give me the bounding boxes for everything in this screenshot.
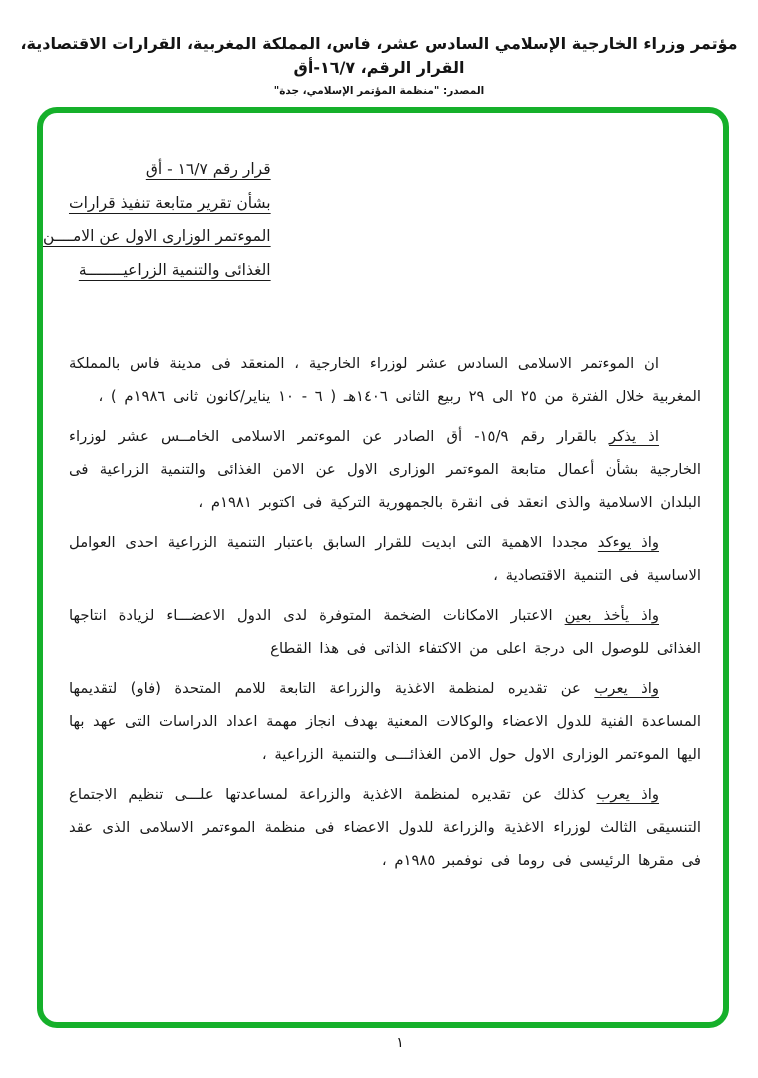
paragraph-text: مجددا الاهمية التى ابديت للقرار السابق باعتبار التنمية الزراعية احدى العوامل الاساسية فى التنمية الاقتصادية ، bbox=[69, 534, 701, 584]
paragraph-lead-underlined: اذ يذكر bbox=[609, 428, 660, 445]
document-source-line: المصدر: "منظمة المؤتمر الإسلامي، جدة" bbox=[273, 85, 485, 97]
paragraph-lead-underlined: واذ يعرب bbox=[594, 680, 659, 697]
resolution-body bbox=[69, 347, 701, 877]
title-line: الغذائى والتنمية الزراعيــــــــة bbox=[78, 260, 271, 279]
title-line: بشأن تقرير متابعة تنفيذ قرارات bbox=[68, 193, 271, 212]
paragraph-lead-underlined: واذ يأخذ بعين bbox=[564, 607, 659, 624]
paragraph bbox=[69, 672, 701, 771]
paragraph bbox=[69, 526, 701, 592]
title-line: الموءتمر الوزارى الاول عن الامــــن bbox=[43, 227, 271, 245]
page-number: ١ bbox=[396, 1035, 404, 1051]
resolution-frame bbox=[37, 107, 729, 1028]
resolution-title bbox=[43, 153, 271, 287]
paragraph-text: عن تقديره لمنظمة الاغذية والزراعة التابعة للامم المتحدة (فاو) لتقديمها المساعدة الفنية للدول الاعضاء والوكالات المعنية بهدف انجاز مهمة اعداد الدراسات التى عهد بها اليها الموءتمر الوزارى الاول حول الامن الغذائـــى والتنمية الزراعية ، bbox=[69, 680, 701, 763]
title-line: قرار رقم ١٦/٧ - أق bbox=[145, 160, 271, 178]
paragraph-text: الاعتبار الامكانات الضخمة المتوفرة لدى الدول الاعضـــاء لزيادة انتاجها الغذائى للوصول الى درجة اعلى من الاكتفاء الذاتى فى هذا القطاع bbox=[69, 607, 701, 657]
paragraph bbox=[69, 599, 701, 665]
paragraph bbox=[69, 420, 701, 519]
paragraph-lead-underlined: واذ يعرب bbox=[596, 786, 659, 803]
paragraph-text: كذلك عن تقديره لمنظمة الاغذية والزراعة لمساعدتها علـــى تنظيم الاجتماع التنسيقى الثالث لوزراء الاغذية والزراعة للدول الاعضاء فى منظمة الموءتمر الاسلامى الذى عقد فى مقرها الرئيسى فى روما فى نوفمبر ١٩٨٥م ، bbox=[69, 786, 701, 869]
paragraph bbox=[69, 347, 701, 413]
paragraph-text: ان الموءتمر الاسلامى السادس عشر لوزراء الخارجية ، المنعقد فى مدينة فاس بالمملكة المغربية خلال الفترة من ٢٥ الى ٢٩ ربيع الثانى ١٤٠٦هـ ( ٦ - ١٠ يناير/كانون ثانى ١٩٨٦م ) ، bbox=[69, 355, 701, 405]
document-header bbox=[0, 32, 758, 97]
paragraph-text: بالقرار رقم ١٥/٩- أق الصادر عن الموءتمر الاسلامى الخامــس عشر لوزراء الخارجية بشأن أعمال متابعة الموءتمر الوزارى الاول عن الامن الغذائى والتنمية الزراعية فى البلدان الاسلامية والذى انعقد فى انقرة بالجمهورية التركية فى اكتوبر ١٩٨١م ، bbox=[69, 428, 701, 511]
paragraph bbox=[69, 778, 701, 877]
document-header-title: مؤتمر وزراء الخارجية الإسلامي السادس عشر، فاس، المملكة المغربية، القرارات الاقتصادية، القرار الرقم، ١٦/٧-أق bbox=[20, 34, 738, 77]
paragraph-lead-underlined: واذ يوءكد bbox=[597, 534, 659, 551]
